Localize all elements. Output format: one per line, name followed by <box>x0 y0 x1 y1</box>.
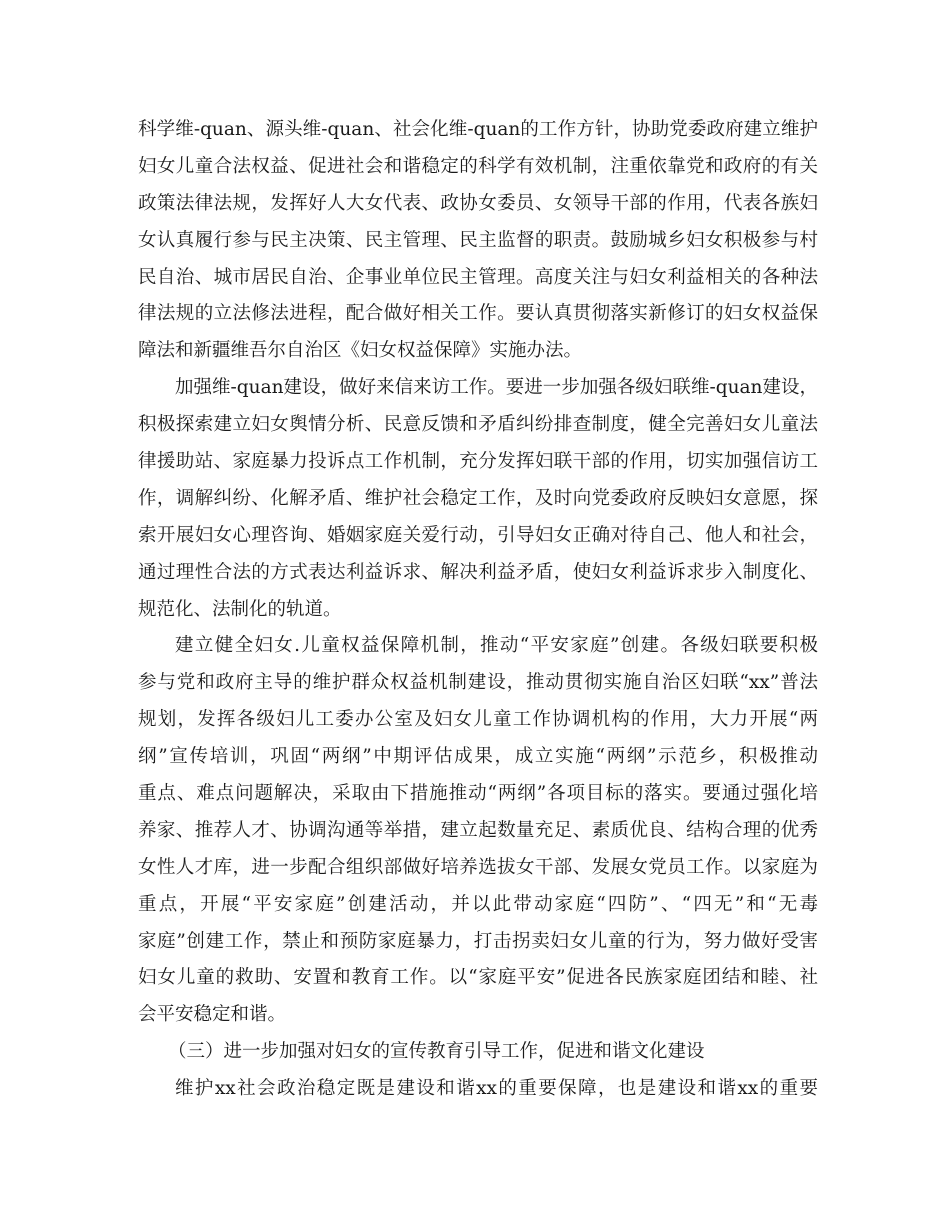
text-line: 障法和新疆维吾尔自治区《妇女权益保障》实施办法。 <box>138 340 583 362</box>
text-line: 科学维-quan、源头维-quan、社会化维-quan的工作方针，协助党委政府建立维护 <box>138 119 818 140</box>
text-line: 规划，发挥各级妇儿工委办公室及妇女儿童工作协调机构的作用，大力开展“两 <box>138 709 818 731</box>
text-line: 家庭”创建工作，禁止和预防家庭暴力，打击拐卖妇女儿童的行为，努力做好受害 <box>138 930 818 952</box>
text-line: 纲”宣传培训，巩固“两纲”中期评估成果，成立实施“两纲”示范乡，积极推动 <box>138 746 818 768</box>
text-line: 加强维-quan建设，做好来信来访工作。要进一步加强各级妇联维-quan建设， <box>175 377 818 399</box>
text-line: 政策法律法规，发挥好人大女代表、政协女委员、女领导干部的作用，代表各族妇 <box>138 192 818 214</box>
text-line: 养家、推荐人才、协调沟通等举措，建立起数量充足、素质优良、结构合理的优秀 <box>138 819 818 841</box>
text-line: 女认真履行参与民主决策、民主管理、民主监督的职责。鼓励城乡妇女积极参与村 <box>138 229 818 251</box>
text-line: 维护xx社会政治稳定既是建设和谐xx的重要保障，也是建设和谐xx的重要 <box>175 1078 818 1100</box>
text-line: 重点，开展“平安家庭”创建活动，并以此带动家庭“四防”、“四无”和“无毒 <box>138 893 818 915</box>
text-line: 积极探索建立妇女舆情分析、民意反馈和矛盾纠纷排查制度，健全完善妇女儿童法 <box>138 414 818 436</box>
text-line: 妇女儿童合法权益、促进社会和谐稳定的科学有效机制，注重依靠党和政府的有关 <box>138 155 818 177</box>
text-line: 作，调解纠纷、化解矛盾、维护社会稳定工作，及时向党委政府反映妇女意愿，探 <box>138 487 818 509</box>
text-line: （三）进一步加强对妇女的宣传教育引导工作，促进和谐文化建设 <box>168 1041 705 1063</box>
text-line: 重点、难点问题解决，采取由下措施推动“两纲”各项目标的落实。要通过强化培 <box>138 783 818 805</box>
text-line: 妇女儿童的救助、安置和教育工作。以“家庭平安”促进各民族家庭团结和睦、社 <box>138 967 818 989</box>
text-line: 女性人才库，进一步配合组织部做好培养选拔女干部、发展女党员工作。以家庭为 <box>138 856 818 878</box>
text-line: 参与党和政府主导的维护群众权益机制建设，推动贯彻实施自治区妇联“xx”普法 <box>138 672 818 694</box>
text-line: 律援助站、家庭暴力投诉点工作机制，充分发挥妇联干部的作用，切实加强信访工 <box>138 451 818 473</box>
document-body <box>138 112 818 1108</box>
text-line: 律法规的立法修法进程，配合做好相关工作。要认真贯彻落实新修订的妇女权益保 <box>138 303 818 325</box>
text-line: 会平安稳定和谐。 <box>138 1004 287 1026</box>
text-line: 通过理性合法的方式表达利益诉求、解决利益矛盾，使妇女利益诉求步入制度化、 <box>138 561 818 583</box>
text-line: 建立健全妇女.儿童权益保障机制，推动“平安家庭”创建。各级妇联要积极 <box>175 635 818 657</box>
text-line: 规范化、法制化的轨道。 <box>138 598 342 620</box>
text-line: 索开展妇女心理咨询、婚姻家庭关爱行动，引导妇女正确对待自己、他人和社会， <box>138 524 818 546</box>
text-line: 民自治、城市居民自治、企事业单位民主管理。高度关注与妇女利益相关的各种法 <box>138 266 818 288</box>
